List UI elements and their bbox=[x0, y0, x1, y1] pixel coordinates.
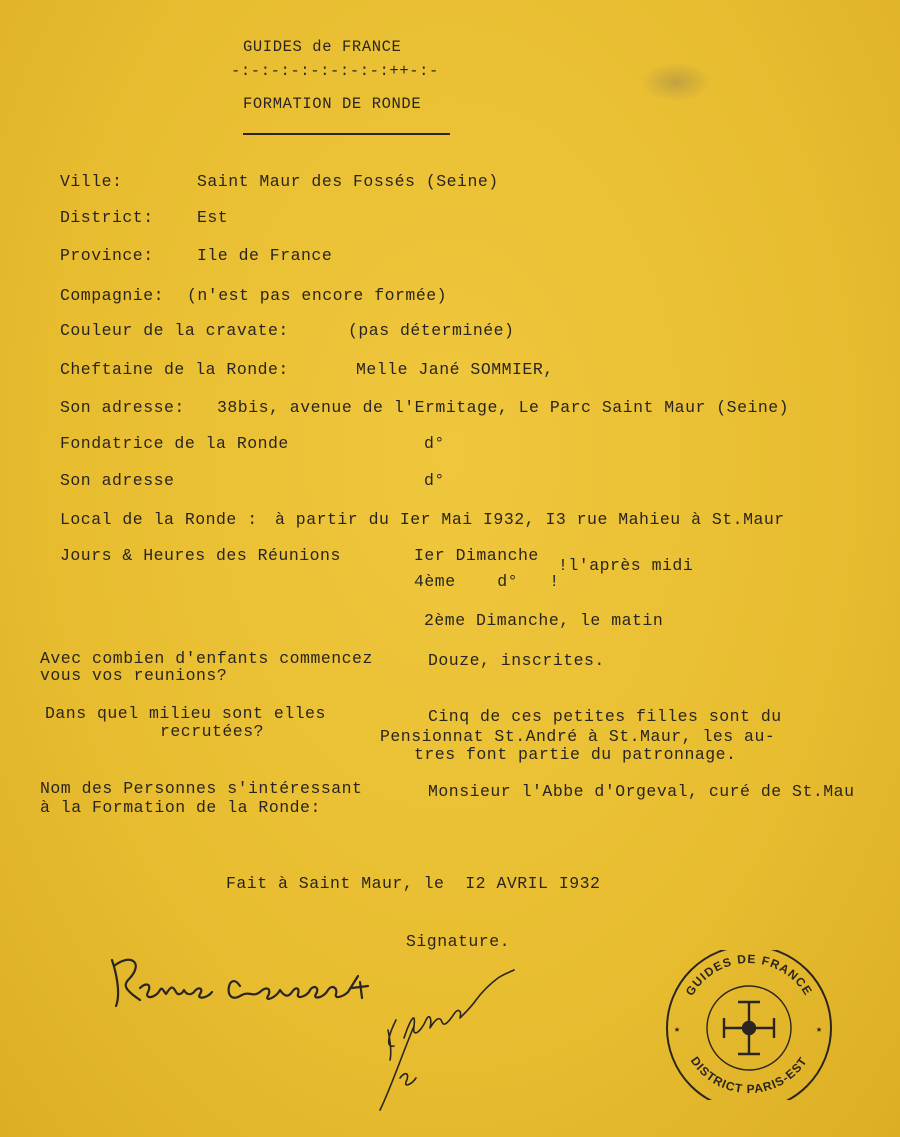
district-value: Est bbox=[197, 208, 229, 227]
a1: Douze, inscrites. bbox=[428, 651, 605, 670]
cross-emblem-icon bbox=[724, 1002, 774, 1054]
district-label: District: bbox=[60, 208, 154, 227]
q2-line1: Dans quel milieu sont elles bbox=[45, 704, 326, 723]
q3-line1: Nom des Personnes s'intéressant bbox=[40, 779, 363, 798]
svg-text:GUIDES DE FRANCE bbox=[683, 952, 816, 998]
guides-de-france-stamp bbox=[664, 950, 834, 1100]
ville-value: Saint Maur des Fossés (Seine) bbox=[197, 172, 499, 191]
org-heading: GUIDES de FRANCE bbox=[243, 38, 402, 56]
title-underline bbox=[243, 133, 450, 135]
adresse2-label: Son adresse bbox=[60, 471, 175, 490]
cravate-value: (pas déterminée) bbox=[348, 321, 515, 340]
signature-label: Signature. bbox=[406, 932, 511, 951]
stamp-bottom-text: DISTRICT PARIS-EST bbox=[687, 1054, 811, 1097]
province-value: Ile de France bbox=[197, 246, 333, 265]
fondatrice-value: d° bbox=[424, 434, 445, 453]
q1-line2: vous vos reunions? bbox=[40, 666, 228, 685]
cheftaine-label: Cheftaine de la Ronde: bbox=[60, 360, 289, 379]
compagnie-value: (n'est pas encore formée) bbox=[187, 286, 448, 305]
stain-mark bbox=[640, 62, 712, 102]
jours-label: Jours & Heures des Réunions bbox=[60, 546, 341, 565]
a2-line3: tres font partie du patronnage. bbox=[414, 745, 737, 764]
jours-line1: Ier Dimanche bbox=[414, 546, 539, 565]
stamp-top-text: GUIDES DE FRANCE bbox=[682, 951, 816, 999]
stamp-star-right-icon: ★ bbox=[816, 1025, 823, 1036]
compagnie-label: Compagnie: bbox=[60, 286, 165, 305]
q2-line2: recrutées? bbox=[160, 722, 265, 741]
jours-line1-suffix: !l'après midi bbox=[558, 556, 694, 575]
a2-line2: Pensionnat St.André à St.Maur, les au- bbox=[380, 727, 776, 746]
svg-text:DISTRICT PARIS-EST bbox=[688, 1054, 810, 1096]
local-value: à partir du Ier Mai I932, I3 rue Mahieu à St.Maur bbox=[275, 510, 785, 529]
adresse-label: Son adresse: bbox=[60, 398, 185, 417]
signature-left bbox=[100, 948, 375, 1028]
fait-line: Fait à Saint Maur, le I2 AVRIL I932 bbox=[226, 874, 601, 893]
jours-line3: 2ème Dimanche, le matin bbox=[424, 611, 664, 630]
header-ornament: -:-:-:-:-:-:-:-:++-:- bbox=[231, 62, 439, 80]
cheftaine-value: Melle Jané SOMMIER, bbox=[356, 360, 554, 379]
fondatrice-label: Fondatrice de la Ronde bbox=[60, 434, 289, 453]
adresse2-value: d° bbox=[424, 471, 445, 490]
document-title: FORMATION DE RONDE bbox=[243, 95, 422, 113]
q3-line2: à la Formation de la Ronde: bbox=[40, 798, 321, 817]
local-label: Local de la Ronde : bbox=[60, 510, 258, 529]
a2-line1: Cinq de ces petites filles sont du bbox=[428, 707, 782, 726]
signature-right bbox=[370, 960, 520, 1120]
province-label: Province: bbox=[60, 246, 154, 265]
ville-label: Ville: bbox=[60, 172, 123, 191]
jours-line2: 4ème d° ! bbox=[414, 572, 560, 591]
adresse-value: 38bis, avenue de l'Ermitage, Le Parc Saint Maur (Seine) bbox=[217, 398, 790, 417]
q1-line1: Avec combien d'enfants commencez bbox=[40, 649, 373, 668]
cravate-label: Couleur de la cravate: bbox=[60, 321, 289, 340]
stamp-star-left-icon: ★ bbox=[674, 1025, 681, 1036]
a3: Monsieur l'Abbe d'Orgeval, curé de St.Mau bbox=[428, 782, 855, 801]
